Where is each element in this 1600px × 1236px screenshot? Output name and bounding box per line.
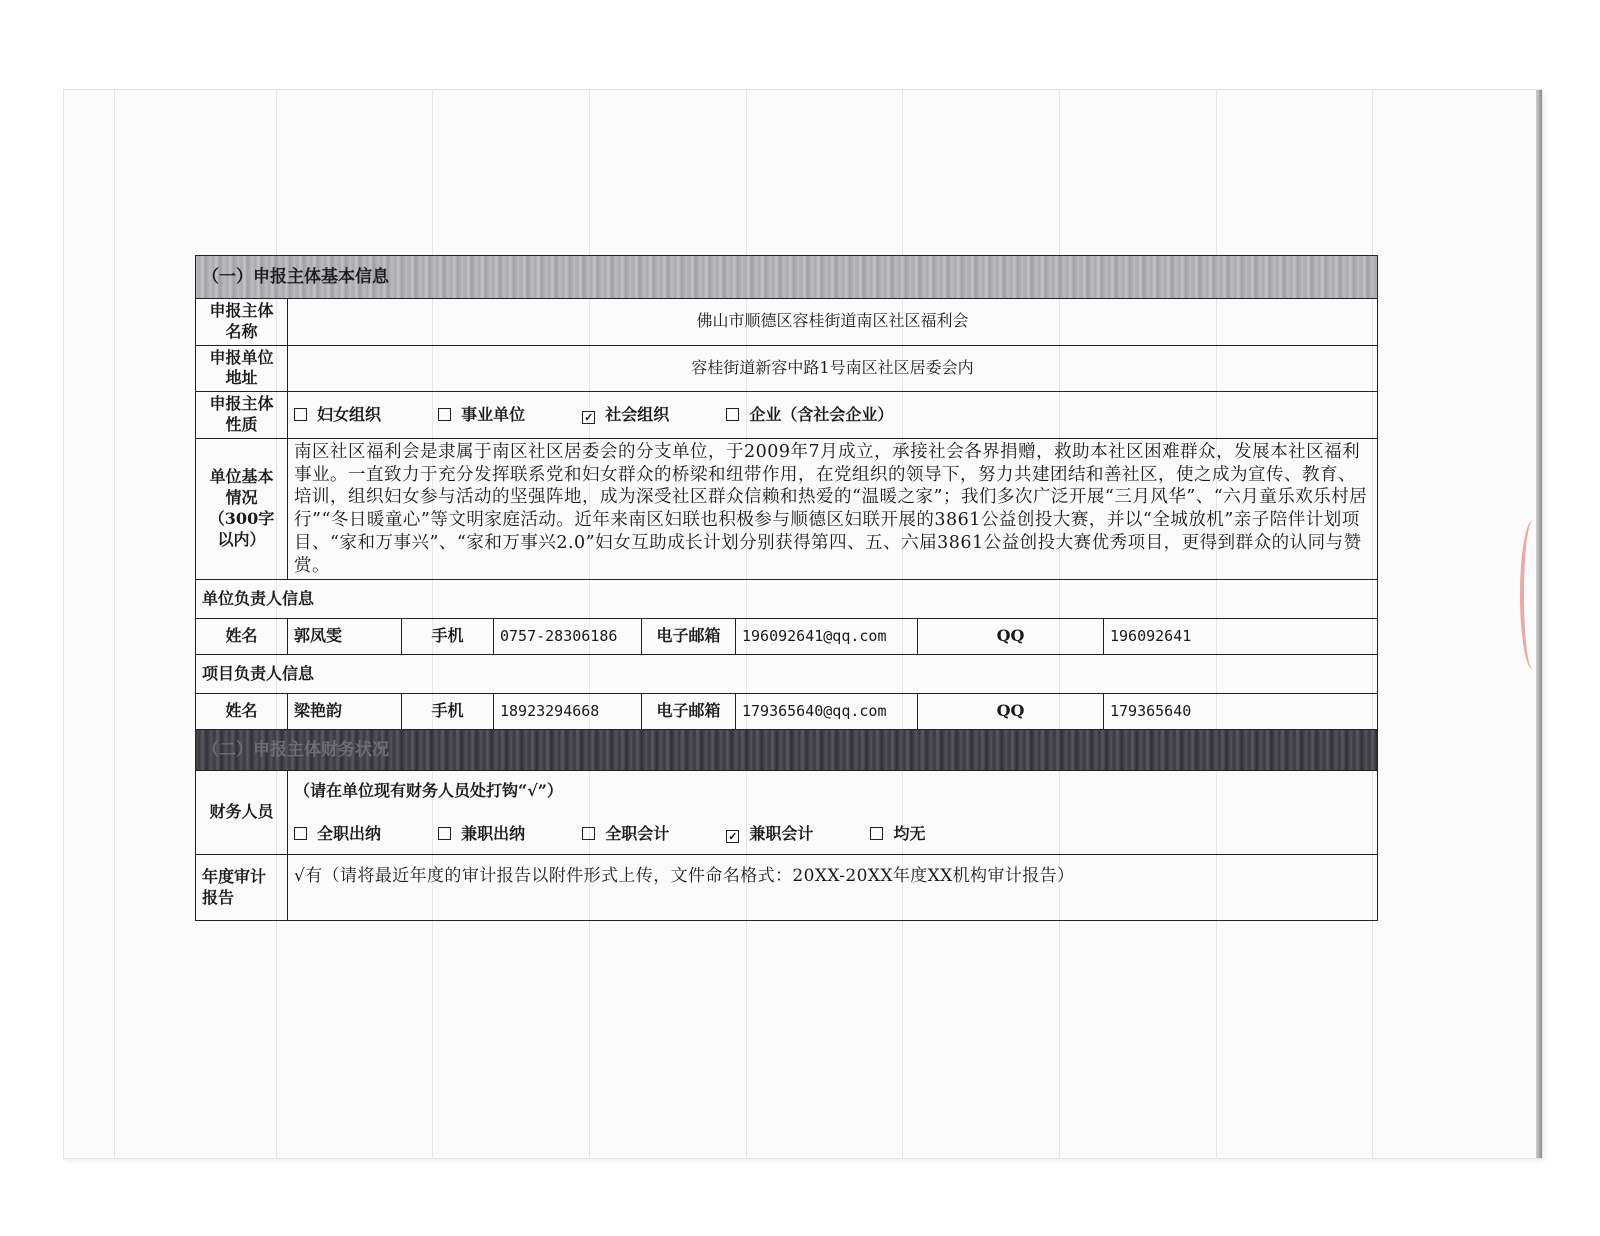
unit-leader-phone[interactable]: 0757-28306186 [494, 619, 642, 655]
project-leader-heading-row [196, 655, 1378, 694]
checkbox-icon[interactable] [726, 408, 739, 421]
entity-name-row [196, 299, 1378, 346]
unit-leader-name-label: 姓名 [196, 619, 288, 655]
unit-leader-heading: 单位负责人信息 [196, 580, 1378, 619]
audit-report-label: 年度审计报告 [196, 855, 288, 921]
project-leader-email-label: 电子邮箱 [642, 694, 736, 730]
entity-address-value[interactable]: 容桂街道新容中路1号南区社区居委会内 [288, 345, 1378, 392]
finance-option-none[interactable]: 均无 [870, 824, 925, 845]
project-leader-name-label: 姓名 [196, 694, 288, 730]
entity-nature-row [196, 392, 1378, 439]
unit-leader-row [196, 619, 1378, 655]
finance-option-fulltime-accountant[interactable]: 全职会计 [582, 824, 669, 845]
checkbox-icon[interactable] [438, 408, 451, 421]
basic-info-label: 单位基本情况（300字以内） [196, 438, 288, 580]
project-leader-phone[interactable]: 18923294668 [494, 694, 642, 730]
unit-leader-phone-label: 手机 [402, 619, 494, 655]
entity-name-value[interactable]: 佛山市顺德区容桂街道南区社区福利会 [288, 299, 1378, 346]
project-leader-row [196, 694, 1378, 730]
project-leader-email[interactable]: 179365640@qq.com [736, 694, 918, 730]
finance-option-parttime-accountant[interactable]: ✓ 兼职会计 [728, 824, 814, 844]
finance-option-parttime-cashier[interactable]: 兼职出纳 [438, 824, 525, 845]
project-leader-heading: 项目负责人信息 [196, 655, 1378, 694]
finance-staff-cell [288, 771, 1378, 855]
entity-address-row [196, 345, 1378, 392]
unit-leader-heading-row [196, 580, 1378, 619]
basic-info-row [196, 438, 1378, 580]
section-1-header [196, 256, 1378, 299]
entity-nature-label: 申报主体性质 [196, 392, 288, 439]
checkbox-icon[interactable] [438, 827, 451, 840]
nature-option-women-org[interactable]: 妇女组织 [294, 405, 381, 426]
finance-option-fulltime-cashier[interactable]: 全职出纳 [294, 824, 381, 845]
project-leader-qq[interactable]: 179365640 [1104, 694, 1378, 730]
unit-leader-name[interactable]: 郭凤雯 [288, 619, 402, 655]
audit-report-row [196, 855, 1378, 921]
checkbox-icon[interactable] [294, 827, 307, 840]
entity-name-label: 申报主体名称 [196, 299, 288, 346]
section-1-title: （一）申报主体基本信息 [196, 256, 1378, 299]
audit-report-text[interactable]: √有（请将最近年度的审计报告以附件形式上传，文件命名格式：20XX-20XX年度XX机构审计报告） [288, 855, 1378, 921]
checkbox-icon[interactable] [294, 408, 307, 421]
finance-staff-options [294, 824, 1371, 845]
basic-info-text[interactable]: 南区社区福利会是隶属于南区社区居委会的分支单位，于2009年7月成立，承接社会各界捐赠，救助本社区困难群众，发展本社区福利事业。一直致力于充分发挥联系党和妇女群众的桥梁和纽带作用，在党组织的领导下，努力共建团结和善社区，使之成为宣传、教育、培训，组织妇女参与活动的坚强阵地，成为深受社区群众信赖和热爱的“温暖之家”；我们多次广泛开展“三月风华”、“六月童乐欢乐村居行”“冬日暖童心”等文明家庭活动。近年来南区妇联也积极参与顺德区妇联开展的3861公益创投大赛，并以“全城放机”亲子陪伴计划项目、“家和万事兴”、“家和万事兴2.0”妇女互助成长计划分别获得第四、五、六届3861公益创投大赛优秀项目，更得到群众的认同与赞赏。 [288, 438, 1378, 580]
checked-checkbox-icon[interactable]: ✓ [584, 410, 594, 424]
section-2-header [196, 730, 1378, 771]
finance-staff-row [196, 771, 1378, 855]
entity-nature-options [288, 392, 1378, 439]
application-form-table [195, 255, 1378, 921]
unit-leader-qq-label: QQ [918, 619, 1104, 655]
red-stamp-edge [1520, 520, 1546, 670]
entity-address-label: 申报单位地址 [196, 345, 288, 392]
section-2-title: （二）申报主体财务状况 [196, 730, 1378, 771]
checkbox-icon[interactable] [870, 827, 883, 840]
nature-option-social-org[interactable]: ✓ 社会组织 [584, 404, 670, 424]
checkbox-icon[interactable] [582, 827, 595, 840]
finance-staff-label: 财务人员 [196, 771, 288, 855]
unit-leader-email-label: 电子邮箱 [642, 619, 736, 655]
unit-leader-email[interactable]: 196092641@qq.com [736, 619, 918, 655]
project-leader-phone-label: 手机 [402, 694, 494, 730]
unit-leader-qq[interactable]: 196092641 [1104, 619, 1378, 655]
checked-checkbox-icon[interactable]: ✓ [728, 830, 738, 844]
project-leader-qq-label: QQ [918, 694, 1104, 730]
finance-staff-instruction: （请在单位现有财务人员处打钩“√”） [294, 781, 563, 801]
project-leader-name[interactable]: 梁艳韵 [288, 694, 402, 730]
nature-option-enterprise[interactable]: 企业（含社会企业） [726, 405, 893, 426]
nature-option-public-institution[interactable]: 事业单位 [438, 405, 525, 426]
